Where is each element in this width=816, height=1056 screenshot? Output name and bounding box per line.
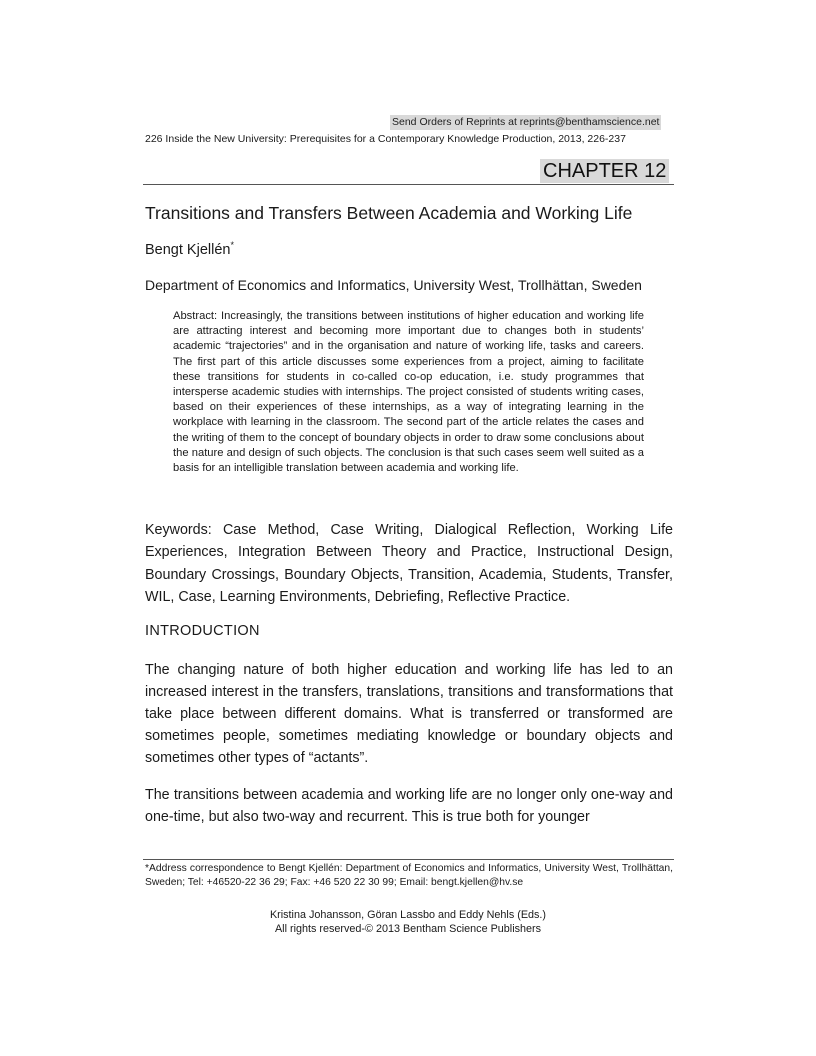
copyright-line: All rights reserved-© 2013 Bentham Science Publishers	[274, 923, 541, 935]
body-paragraph-1: The changing nature of both higher education and working life has led to an increased interest in the transfers, translations, transitions and transformations that take place between different domains. What is transferred or transformed are sometimes people, sometimes mediating knowledge or boundary objects and sometimes other types of “actants”.	[145, 662, 673, 766]
body-paragraph-2: The transitions between academia and working life are no longer only one-way and one-time, but also two-way and recurrent. This is true both for younger	[145, 787, 673, 825]
footnote-divider	[143, 859, 674, 860]
correspondence-footnote: *Address correspondence to Bengt Kjellén: Department of Economics and Informatics, University West, Trollhättan, Sweden; Tel: +46520-22 36 29; Fax: +46 520 22 30 99; Email: bengt.kjellen@hv.se	[145, 863, 673, 888]
article-title: Transitions and Transfers Between Academia and Working Life	[145, 203, 633, 223]
author-name: Bengt Kjellén	[145, 241, 231, 258]
reprint-notice: Send Orders of Reprints at reprints@benthamscience.net	[392, 116, 660, 128]
section-heading: INTRODUCTION	[145, 623, 260, 639]
publication-footer	[0, 908, 816, 936]
header-divider	[143, 184, 674, 185]
keywords: Keywords: Case Method, Case Writing, Dialogical Reflection, Working Life Experiences, Integration Between Theory and Practice, Instructional Design, Boundary Crossings, Boundary Objects, Transition, Academia, Students, Transfer, WIL, Case, Learning Environments, Debriefing, Reflective Practice.	[145, 522, 673, 605]
editors-line: Kristina Johansson, Göran Lassbo and Eddy Nehls (Eds.)	[269, 909, 547, 921]
chapter-label: CHAPTER 12	[540, 159, 669, 183]
source-line: 226 Inside the New University: Prerequisites for a Contemporary Knowledge Production, 2013, 226-237	[145, 133, 626, 145]
abstract: Abstract: Increasingly, the transitions between institutions of higher education and working life are attracting interest and becoming more important due to changes both in students’ academic “trajectories” and in the organisation and nature of working life, tasks and careers. The first part of this article discusses some experiences from a project, aiming to facilitate these transitions for students in co-called co-op education, i.e. study programmes that intersperse academic studies with internships. The project consisted of students writing cases, based on their experiences of these internships, as a way of integrating learning in the workplace with learning in the classroom. The second part of the article relates the cases and the writing of them to the concept of boundary objects in order to draw some conclusions about the nature and design of such objects. The conclusion is that such cases seem well suited as a basis for an intelligible translation between academia and working life.	[173, 310, 644, 475]
affiliation: Department of Economics and Informatics, University West, Trollhättan, Sweden	[145, 277, 642, 293]
author-footnote-mark: *	[230, 240, 234, 250]
author-line	[145, 240, 234, 258]
